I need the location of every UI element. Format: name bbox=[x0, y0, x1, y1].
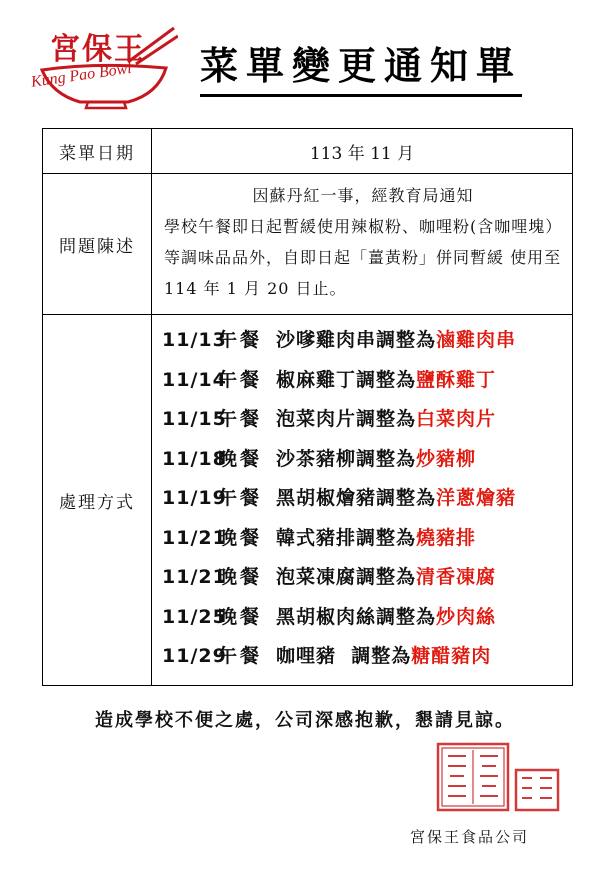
original-dish: 泡菜肉片調整為 bbox=[276, 408, 417, 431]
adjusted-dish: 炒豬柳 bbox=[416, 447, 477, 470]
change-date: 11/18 bbox=[162, 447, 227, 470]
original-dish: 沙茶豬柳調整為 bbox=[276, 447, 417, 470]
change-date: 11/14 bbox=[162, 368, 227, 391]
change-date: 11/15 bbox=[162, 408, 227, 431]
original-dish: 泡菜凍腐調整為 bbox=[276, 566, 417, 589]
menu-changes-list bbox=[152, 315, 573, 686]
date-label: 菜單日期 bbox=[43, 129, 152, 174]
adjusted-dish: 炒肉絲 bbox=[436, 605, 497, 628]
description-row bbox=[43, 174, 573, 315]
change-meal: 午餐 bbox=[218, 329, 263, 352]
adjusted-dish: 糖醋豬肉 bbox=[411, 645, 492, 668]
change-meal: 午餐 bbox=[218, 408, 263, 431]
change-date: 11/25 bbox=[162, 605, 227, 628]
change-meal: 晚餐 bbox=[218, 566, 263, 589]
adjusted-dish: 白菜肉片 bbox=[416, 408, 497, 431]
menu-change-item bbox=[152, 361, 572, 401]
change-meal: 晚餐 bbox=[218, 605, 263, 628]
change-date: 11/19 bbox=[162, 487, 227, 510]
logo-brand-cn: 宮保王 bbox=[50, 32, 146, 67]
original-dish: 黑胡椒燴豬調整為 bbox=[276, 487, 437, 510]
adjusted-dish: 洋蔥燴豬 bbox=[436, 487, 517, 510]
menu-change-item bbox=[152, 321, 572, 361]
original-dish: 黑胡椒肉絲調整為 bbox=[276, 605, 437, 628]
date-value: 113 年 11 月 bbox=[152, 129, 573, 174]
adjusted-dish: 燒豬排 bbox=[416, 526, 477, 549]
brand-logo bbox=[28, 22, 178, 110]
original-dish: 韓式豬排調整為 bbox=[276, 526, 417, 549]
change-meal: 午餐 bbox=[218, 368, 263, 391]
company-seal-stamp bbox=[436, 740, 564, 814]
description-line-1: 因蘇丹紅一事，經教育局通知 bbox=[252, 186, 474, 205]
original-dish: 沙嗲雞肉串調整為 bbox=[276, 329, 437, 352]
change-date: 11/13 bbox=[162, 329, 227, 352]
original-dish: 咖哩豬 調整為 bbox=[276, 645, 412, 668]
handling-label: 處理方式 bbox=[43, 315, 152, 686]
menu-change-item bbox=[152, 479, 572, 519]
menu-change-item bbox=[152, 400, 572, 440]
change-meal: 晚餐 bbox=[218, 526, 263, 549]
change-meal: 晚餐 bbox=[218, 447, 263, 470]
company-name: 宮保王食品公司 bbox=[410, 828, 530, 846]
change-meal: 午餐 bbox=[218, 645, 263, 668]
menu-change-item bbox=[152, 519, 572, 559]
adjusted-dish: 鹽酥雞丁 bbox=[416, 368, 497, 391]
change-date: 11/29 bbox=[162, 645, 227, 668]
description-label: 問題陳述 bbox=[43, 174, 152, 315]
date-row bbox=[43, 129, 573, 174]
adjusted-dish: 清香凍腐 bbox=[416, 566, 497, 589]
menu-change-item bbox=[152, 440, 572, 480]
page-title: 菜單變更通知單 bbox=[200, 42, 522, 97]
original-dish: 椒麻雞丁調整為 bbox=[276, 368, 417, 391]
menu-change-item bbox=[152, 558, 572, 598]
change-date: 11/21 bbox=[162, 566, 227, 589]
description-value bbox=[152, 174, 573, 315]
apology-text: 造成學校不便之處，公司深感抱歉，懇請見諒。 bbox=[95, 710, 515, 731]
logo-brand-en: Kung Pao Bowl bbox=[30, 59, 133, 91]
menu-change-item bbox=[152, 598, 572, 638]
adjusted-dish: 滷雞肉串 bbox=[436, 329, 517, 352]
notice-table bbox=[42, 128, 573, 686]
handling-row bbox=[43, 315, 573, 686]
change-meal: 午餐 bbox=[218, 487, 263, 510]
description-body: 學校午餐即日起暫緩使用辣椒粉、咖哩粉(含咖哩塊）等調味品品外，自即日起「薑黃粉」併同暫緩 使用至 114 年 1 月 20 日止。 bbox=[164, 217, 562, 298]
change-date: 11/21 bbox=[162, 526, 227, 549]
menu-change-item bbox=[152, 637, 572, 677]
